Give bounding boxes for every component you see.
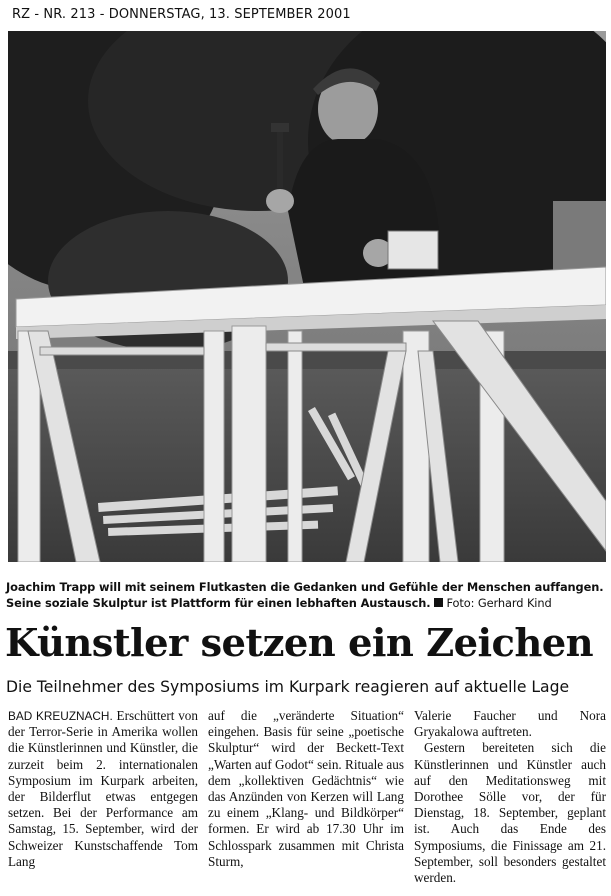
dateline: BAD KREUZNACH.: [8, 709, 113, 723]
column-2-text: auf die „veränderte Situation“ eingehen. Basis für seine „poetische Skulptur“ wird der Beckett-Text „Warten auf Godot“ sein. Rituale aus dem „kollektiven Gedächtnis“ wie das Anzünden von Kerzen will Lang zu einem „Klang- und Bildkörper“ formen. Er wird ab 17.30 Uhr im Schlosspark zusammen mit Christa Sturm,: [208, 708, 404, 869]
article-photo: [8, 31, 606, 562]
article-headline: Künstler setzen ein Zeichen: [5, 621, 594, 666]
photo-credit: Foto: Gerhard Kind: [446, 596, 552, 610]
column-3-text-b: Gestern bereiteten sich die Künstlerinnen und Künstler auch auf den Meditationsweg mit Dorothee Sölle vor, der für Dienstag, 18. September, geplant ist. Auch das Ende des Symposiums, die Finissage am 21. September, soll besonders gestaltet werden.: [414, 740, 606, 886]
caption-line-1: Joachim Trapp will mit seinem Flutkasten die Gedanken und Gefühle der Menschen auffangen.: [6, 580, 604, 594]
article-column-3: [414, 708, 606, 886]
photo-caption: [6, 579, 606, 611]
column-1-text: Erschüttert von der Terror-Serie in Amerika wollen die Künstlerinnen und Künstler, die zurzeit beim 2. internationalen Symposium im Kurpark arbeiten, der Bilderflut etwas entgegen setzen. Bei der Performance am Samstag, 15. September, wird der Schweizer Kunstschaffende Tom Lang: [8, 708, 198, 869]
square-bullet-icon: [434, 598, 443, 607]
article-column-2: [208, 708, 404, 870]
caption-line-2-text: Seine soziale Skulptur ist Plattform für einen lebhaften Austausch.: [6, 596, 431, 610]
article-subheadline: Die Teilnehmer des Symposiums im Kurpark reagieren auf aktuelle Lage: [6, 678, 570, 696]
column-3-text-a: Valerie Faucher und Nora Gryakalowa auftreten.: [414, 708, 606, 740]
article-column-1: [8, 708, 198, 870]
caption-line-2: [6, 595, 606, 611]
newspaper-header: RZ - NR. 213 - DONNERSTAG, 13. SEPTEMBER 2001: [12, 7, 351, 22]
